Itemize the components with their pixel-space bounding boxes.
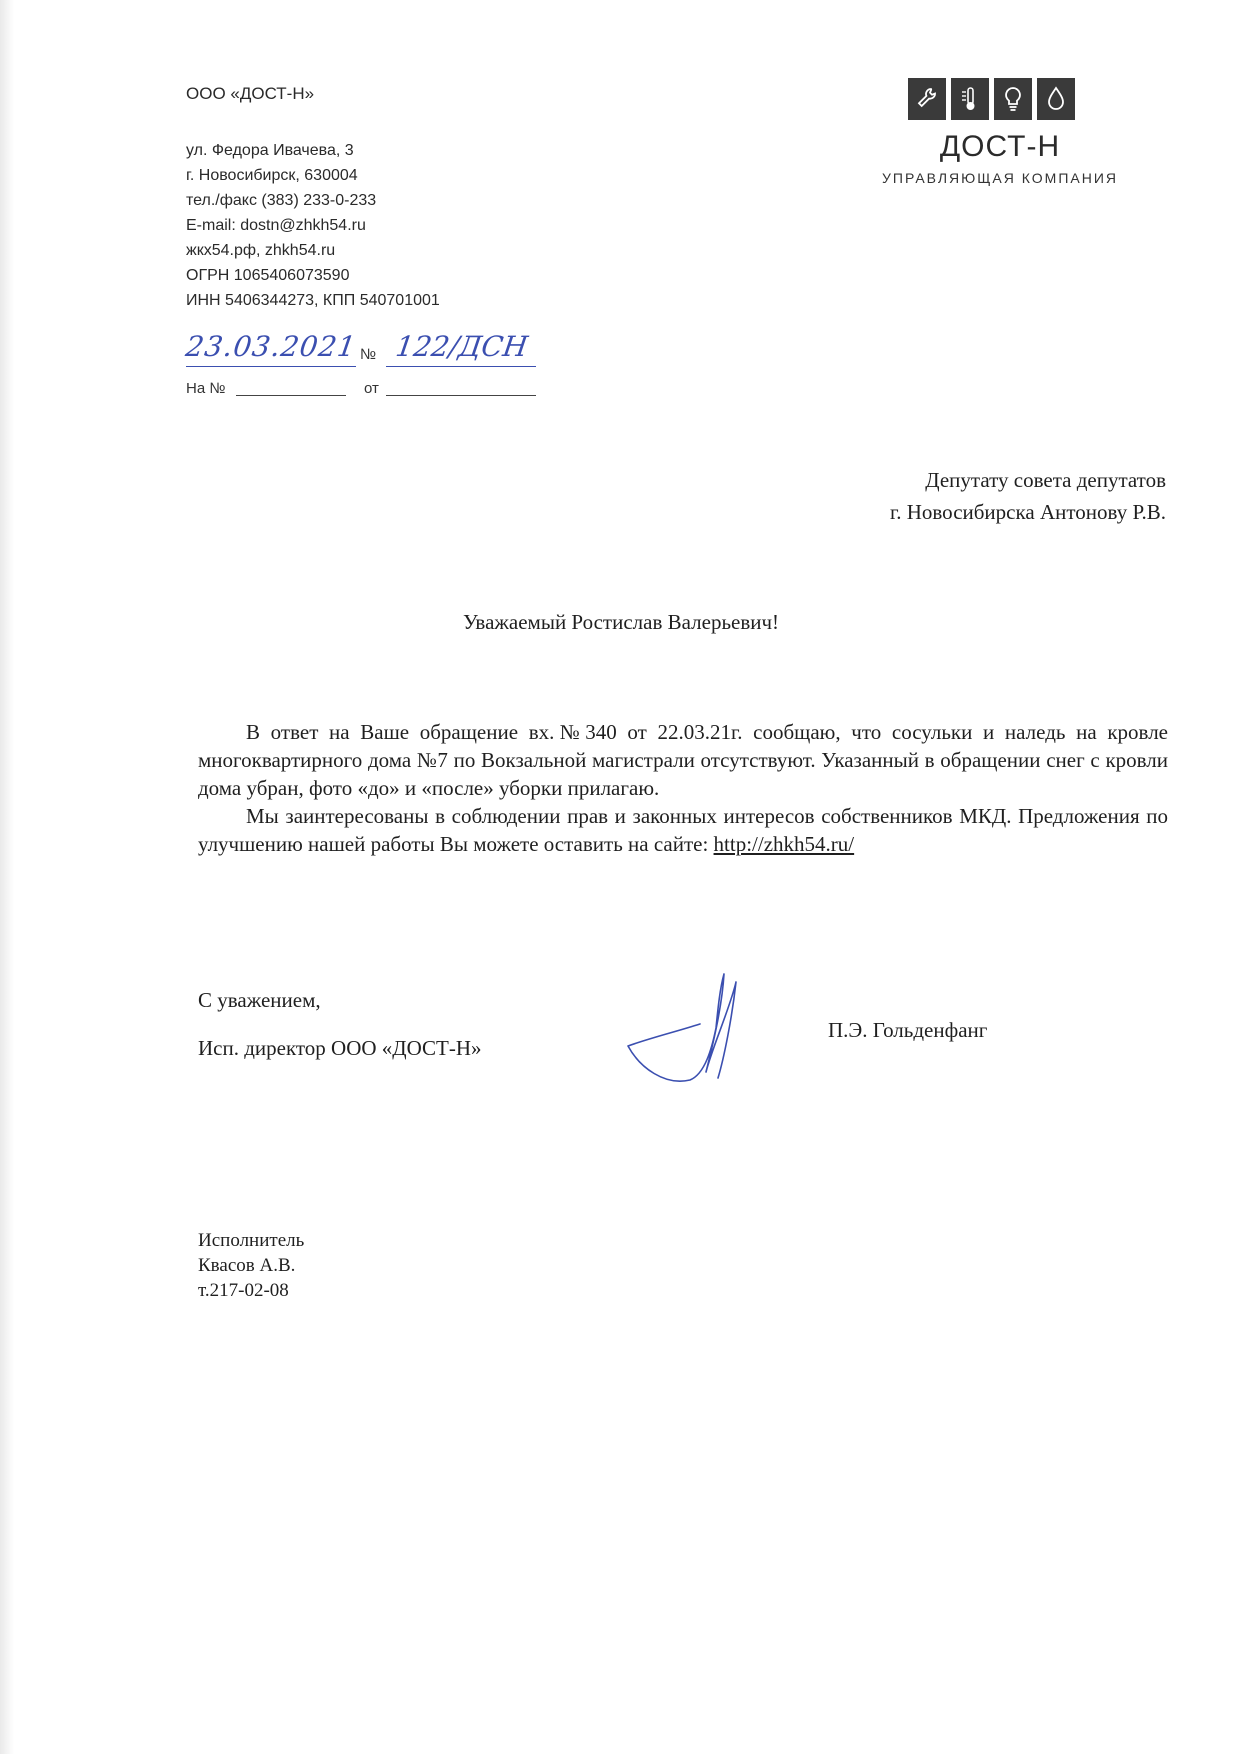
addressee-line-1: Депутату совета депутатов bbox=[925, 468, 1166, 492]
letter-body bbox=[198, 718, 1168, 858]
outgoing-number: 122/ДСН bbox=[393, 330, 530, 363]
sender-inn-kpp: ИНН 5406344273, КПП 540701001 bbox=[186, 292, 440, 309]
water-drop-icon bbox=[1037, 78, 1075, 120]
website-link[interactable]: http://zhkh54.ru/ bbox=[713, 832, 855, 856]
signer-name: П.Э. Гольденфанг bbox=[828, 1018, 988, 1042]
reference-no-label: На № bbox=[186, 380, 226, 397]
logo-icons bbox=[908, 78, 1075, 120]
thermometer-icon bbox=[951, 78, 989, 120]
executor-block bbox=[198, 1228, 304, 1303]
outgoing-registration bbox=[183, 330, 546, 370]
sender-ogrn: ОГРН 1065406073590 bbox=[186, 267, 350, 284]
sender-phone: тел./факс (383) 233-0-233 bbox=[186, 192, 377, 209]
logo-subtitle: УПРАВЛЯЮЩАЯ КОМПАНИЯ bbox=[881, 170, 1118, 186]
outgoing-no-label: № bbox=[360, 346, 377, 363]
reference-no-line bbox=[236, 395, 346, 396]
signer-position: Исп. директор ООО «ДОСТ-Н» bbox=[198, 1036, 482, 1060]
sender-org-name: ООО «ДОСТ-Н» bbox=[186, 84, 315, 103]
closing-regards: С уважением, bbox=[198, 988, 321, 1012]
addressee-block bbox=[890, 464, 1166, 528]
outgoing-number-line bbox=[386, 366, 536, 367]
reference-from-line bbox=[386, 395, 536, 396]
logo-company-name: ДОСТ-Н bbox=[939, 130, 1061, 163]
wrench-icon bbox=[908, 78, 946, 120]
scan-edge-shadow bbox=[0, 0, 14, 1754]
sender-address-block bbox=[186, 138, 440, 313]
greeting: Уважаемый Ростислав Валерьевич! bbox=[462, 610, 780, 634]
sender-street: ул. Федора Ивачева, 3 bbox=[186, 142, 354, 159]
addressee-line-2: г. Новосибирска Антонову Р.В. bbox=[889, 500, 1166, 524]
executor-phone: т.217-02-08 bbox=[198, 1280, 289, 1301]
sender-city: г. Новосибирск, 630004 bbox=[186, 167, 358, 184]
closing-block bbox=[198, 976, 482, 1072]
executor-label: Исполнитель bbox=[198, 1230, 305, 1251]
handwritten-signature bbox=[620, 968, 770, 1098]
reference-registration bbox=[186, 378, 556, 402]
sender-websites: жкх54.рф, zhkh54.ru bbox=[186, 242, 336, 259]
body-paragraph-1: В ответ на Ваше обращение вх.№340 от 22.03.21г. сообщаю, что сосульки и наледь на кровле многоквартирного дома №7 по Вокзальной магистрали отсутствуют. Указанный в обращении снег с кровли дома убран, фото «до» и «после» уборки прилагаю. bbox=[198, 720, 1168, 800]
executor-name: Квасов А.В. bbox=[198, 1255, 296, 1276]
sender-email: E-mail: dostn@zhkh54.ru bbox=[186, 217, 366, 234]
lightbulb-icon bbox=[994, 78, 1032, 120]
body-paragraph-2 bbox=[198, 802, 1168, 858]
reference-from-label: от bbox=[364, 380, 379, 397]
outgoing-date-line bbox=[186, 366, 356, 367]
body-paragraph-2-text: Мы заинтересованы в соблюдении прав и законных интересов собственников МКД. Предложения по улучшению нашей работы Вы можете оставить на сайте: bbox=[198, 804, 1168, 856]
outgoing-date: 23.03.2021 bbox=[183, 330, 359, 363]
